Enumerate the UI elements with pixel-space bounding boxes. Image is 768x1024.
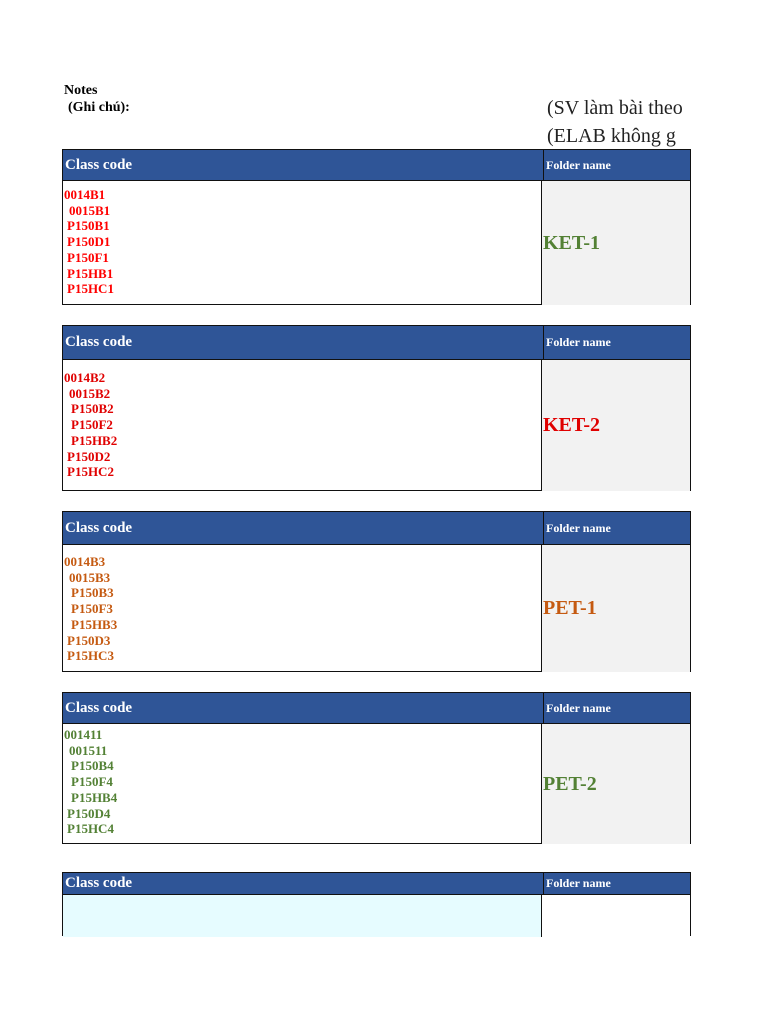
class-code: 0015B1 bbox=[69, 202, 111, 218]
class-code-list bbox=[63, 545, 542, 672]
class-code: P15HC1 bbox=[67, 281, 114, 297]
class-code-list bbox=[63, 360, 542, 491]
class-code: P15HB4 bbox=[71, 789, 118, 805]
class-code: 001511 bbox=[69, 742, 108, 758]
table-header bbox=[63, 873, 690, 895]
class-code: P150B2 bbox=[71, 401, 114, 417]
class-code: P150B3 bbox=[71, 585, 114, 601]
table-body bbox=[63, 545, 690, 672]
class-code: P150B4 bbox=[71, 758, 114, 774]
folder-name: PET-1 bbox=[542, 545, 690, 672]
folder-name-header: Folder name bbox=[546, 157, 611, 172]
class-code-header: Class code bbox=[63, 326, 544, 359]
class-code: P15HB3 bbox=[71, 616, 118, 632]
class-table-2 bbox=[62, 325, 691, 491]
class-code-header: Class code bbox=[63, 150, 544, 180]
class-code: P150D2 bbox=[67, 448, 111, 464]
folder-name-header: Folder name bbox=[546, 700, 611, 715]
class-code: P15HC2 bbox=[67, 464, 114, 480]
class-table-5 bbox=[62, 872, 691, 936]
class-code: 0014B2 bbox=[64, 370, 106, 385]
table-header bbox=[63, 512, 690, 545]
class-code-header: Class code bbox=[63, 512, 544, 544]
class-code: P150F1 bbox=[67, 249, 109, 265]
class-code: P150F4 bbox=[71, 774, 113, 790]
class-code: P15HB1 bbox=[67, 265, 114, 281]
notes-label-subtitle: (Ghi chú): bbox=[68, 100, 130, 115]
class-table-1 bbox=[62, 149, 691, 305]
class-table-3 bbox=[62, 511, 691, 672]
table-header bbox=[63, 326, 690, 360]
class-code: 0015B2 bbox=[69, 385, 111, 401]
notes-text-line-1: (SV làm bài theo bbox=[547, 97, 683, 119]
table-body bbox=[63, 724, 690, 844]
notes-label-title: Notes bbox=[64, 83, 98, 98]
class-code: P15HC3 bbox=[67, 648, 114, 664]
class-code: P15HB2 bbox=[71, 432, 118, 448]
class-code: 0015B3 bbox=[69, 569, 111, 585]
table-header bbox=[63, 693, 690, 724]
class-code: P150F3 bbox=[71, 601, 113, 617]
class-code-list bbox=[63, 895, 542, 937]
table-header bbox=[63, 150, 690, 181]
class-code: P150D3 bbox=[67, 632, 111, 648]
class-code-header: Class code bbox=[63, 873, 544, 894]
notes-label bbox=[64, 82, 130, 116]
table-body bbox=[63, 360, 690, 491]
folder-name-header: Folder name bbox=[546, 335, 611, 349]
folder-name bbox=[542, 895, 690, 937]
class-code: P150F2 bbox=[71, 417, 113, 433]
class-code-list bbox=[63, 724, 542, 844]
class-code: P150D4 bbox=[67, 805, 111, 821]
class-code: 001411 bbox=[64, 727, 103, 742]
notes-text-line-2: (ELAB không g bbox=[547, 125, 676, 147]
class-code: P150B1 bbox=[67, 218, 110, 234]
table-body bbox=[63, 181, 690, 305]
class-code: 0014B3 bbox=[64, 554, 106, 569]
folder-name-header: Folder name bbox=[546, 520, 611, 535]
class-code: 0014B1 bbox=[64, 187, 106, 202]
class-table-4 bbox=[62, 692, 691, 844]
folder-name: KET-1 bbox=[542, 181, 690, 305]
folder-name: PET-2 bbox=[542, 724, 690, 844]
class-code-header: Class code bbox=[63, 693, 544, 723]
folder-name: KET-2 bbox=[542, 360, 690, 491]
folder-name-header: Folder name bbox=[546, 876, 611, 890]
class-code: P150D1 bbox=[67, 234, 111, 250]
table-body bbox=[63, 895, 690, 937]
class-code-list bbox=[63, 181, 542, 305]
notes-text bbox=[547, 94, 691, 150]
class-code: P15HC4 bbox=[67, 821, 114, 837]
